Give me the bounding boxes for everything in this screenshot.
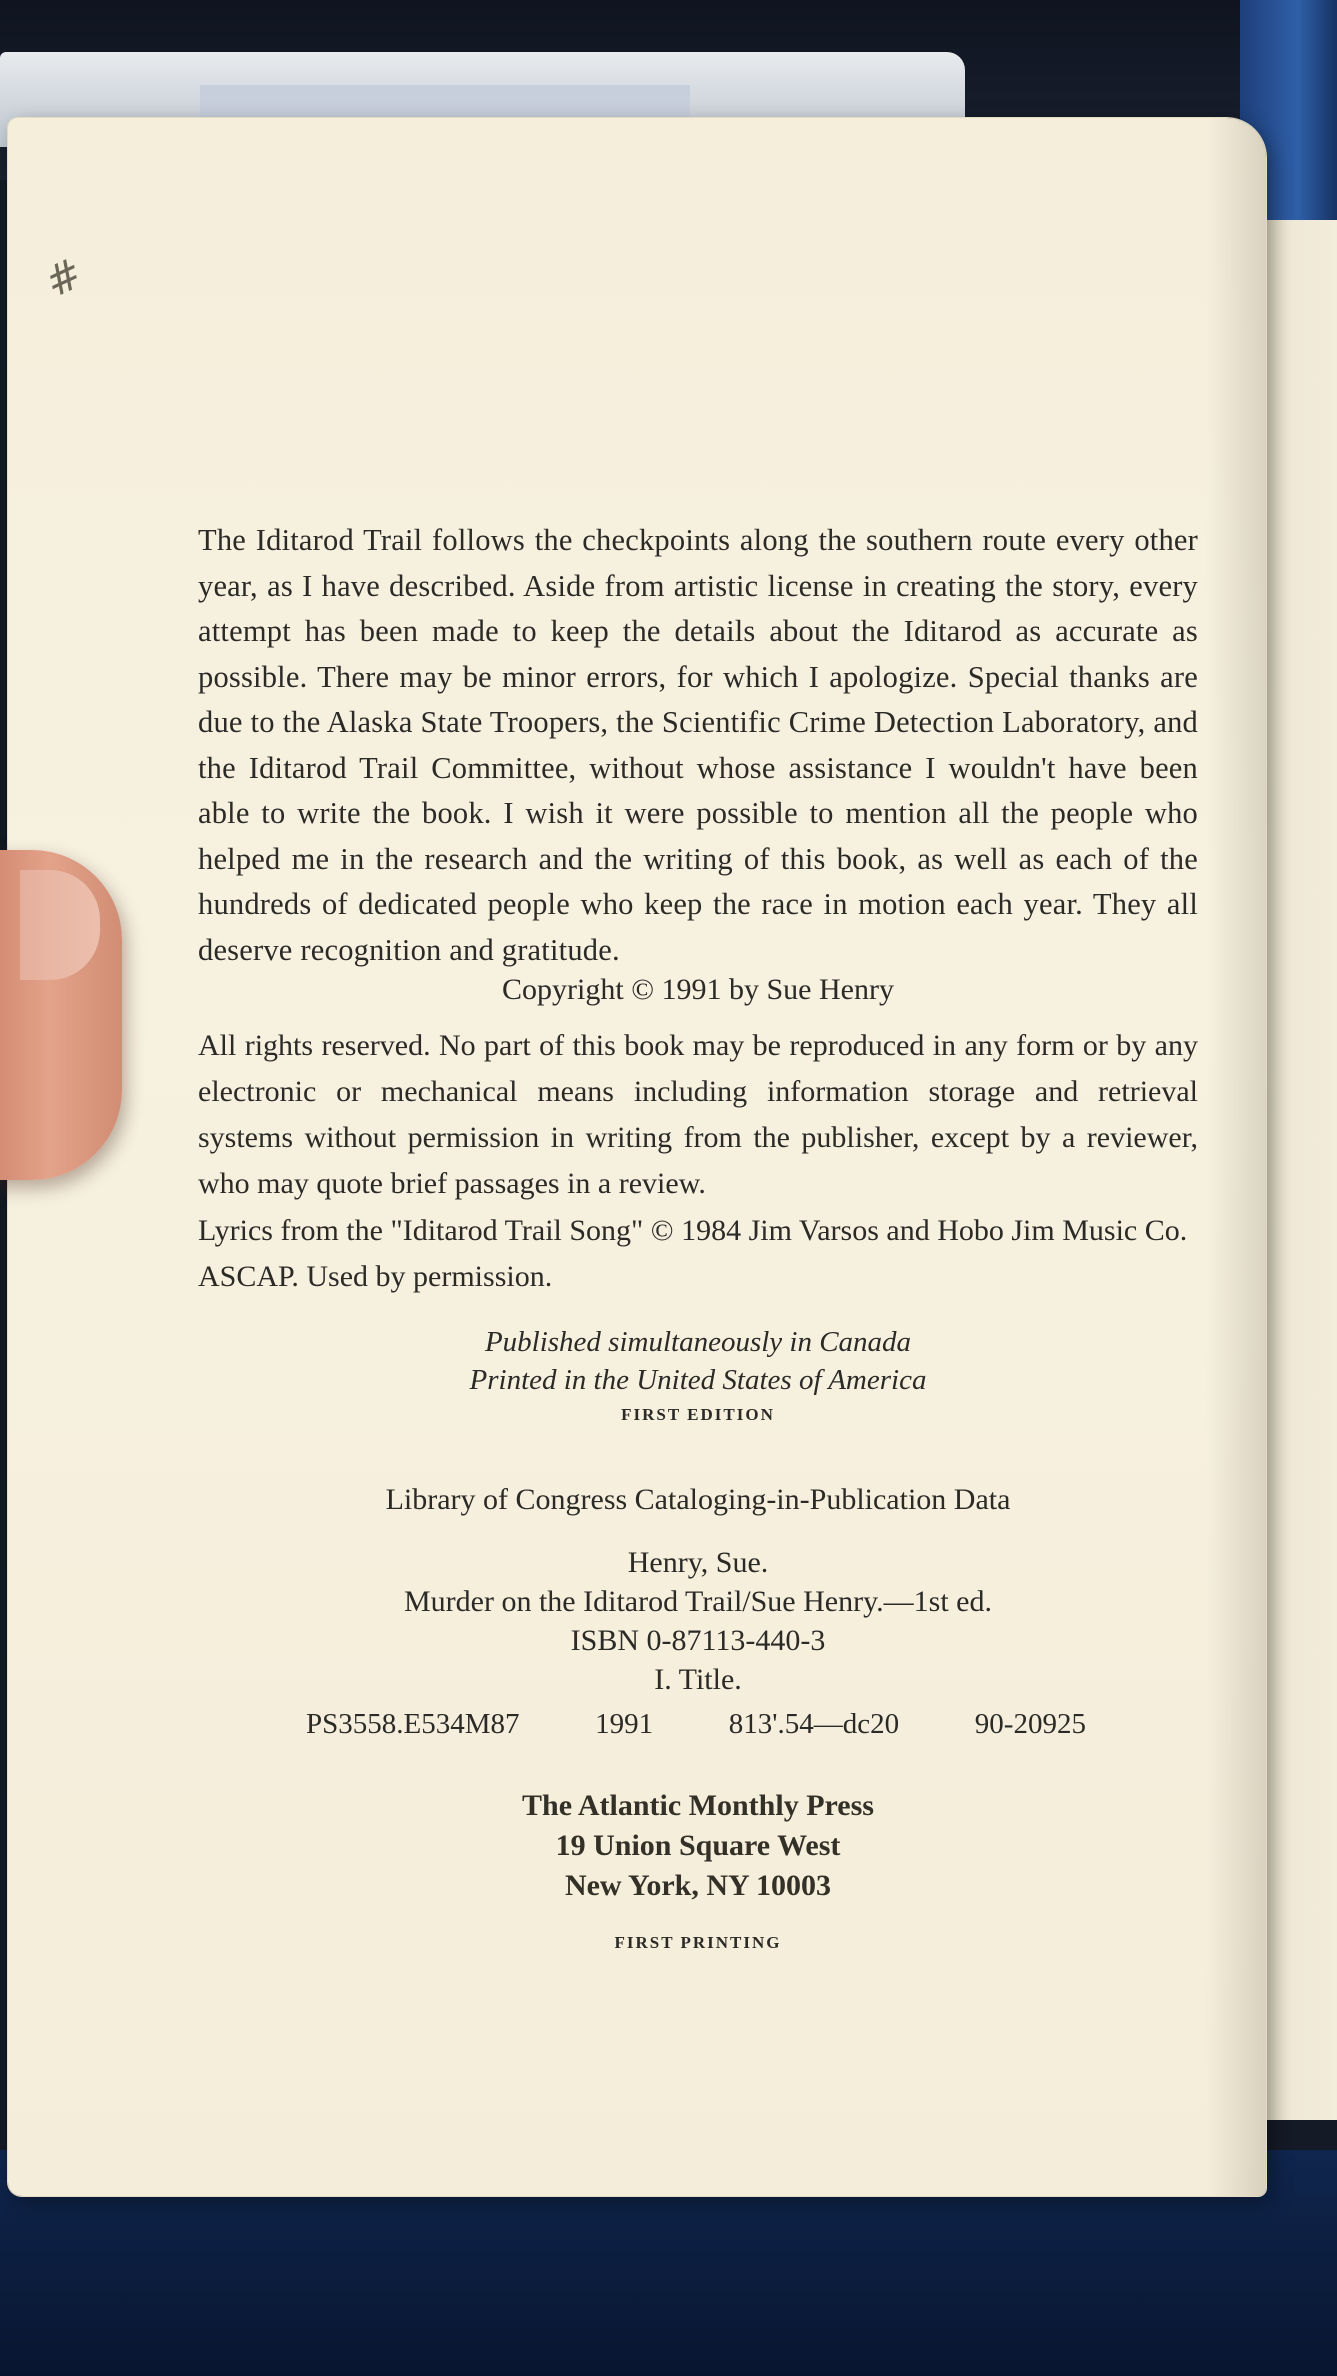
cip-dewey: 813'.54—dc20 — [728, 1708, 900, 1740]
publisher-address — [198, 1786, 1198, 1906]
publisher-city: New York, NY 10003 — [564, 1869, 832, 1902]
cip-book-title: Murder on the Iditarod Trail/Sue Henry.—1st ed. — [404, 1585, 992, 1618]
cip-classification-row — [306, 1708, 1086, 1741]
first-printing-label: FIRST PRINTING — [614, 1933, 782, 1952]
published-canada-line: Published simultaneously in Canada — [484, 1326, 912, 1358]
cip-year: 1991 — [595, 1708, 654, 1740]
cip-subject: I. Title. — [654, 1663, 742, 1696]
cip-record — [198, 1543, 1198, 1699]
cip-heading: Library of Congress Cataloging-in-Publication Data — [385, 1483, 1011, 1516]
first-edition-label: FIRST EDITION — [621, 1405, 775, 1424]
copyright-line: Copyright © 1991 by Sue Henry — [502, 973, 894, 1006]
page-shadow — [1206, 118, 1266, 2196]
copyright-page — [8, 118, 1266, 2196]
cip-isbn: ISBN 0-87113-440-3 — [570, 1624, 826, 1657]
facing-page-edge — [1255, 220, 1337, 2120]
publisher-street: 19 Union Square West — [555, 1829, 841, 1862]
pencil-mark: # — [37, 247, 90, 308]
publisher-name: The Atlantic Monthly Press — [522, 1789, 874, 1822]
rights-reserved-paragraph: All rights reserved. No part of this book may be reproduced in any form or by any electronic or mechanical means including information storage and retrieval systems without permission in writing from the publisher, except by a reviewer, who may quote brief passages in a review. — [198, 1029, 1198, 1200]
cip-lccn: 90-20925 — [974, 1708, 1086, 1740]
author-note-paragraph: The Iditarod Trail follows the checkpoints along the southern route every other year, as I have described. Aside from artistic license in creating the story, every attempt has been made to keep the details about the Iditarod as accurate as possible. There may be minor errors, for which I apologize. Special thanks are due to the Alaska State Troopers, the Scientific Crime Detection Laboratory, and the Iditarod Trail Committee, without whose assistance I wouldn't have been able to write the book. I wish it were possible to mention all the people who helped me in the research and the writing of this book, as well as each of the hundreds of dedicated people who keep the race in motion each year. They all deserve recognition and gratitude. — [198, 523, 1198, 967]
cip-call-number: PS3558.E534M87 — [306, 1708, 520, 1740]
lyrics-credit: Lyrics from the "Iditarod Trail Song" © 1984 Jim Varsos and Hobo Jim Music Co. ASCAP. Used by permission. — [198, 1214, 1188, 1293]
printed-usa-line: Printed in the United States of America — [469, 1364, 927, 1396]
publication-notes — [198, 1323, 1198, 1431]
cip-author: Henry, Sue. — [627, 1546, 769, 1579]
